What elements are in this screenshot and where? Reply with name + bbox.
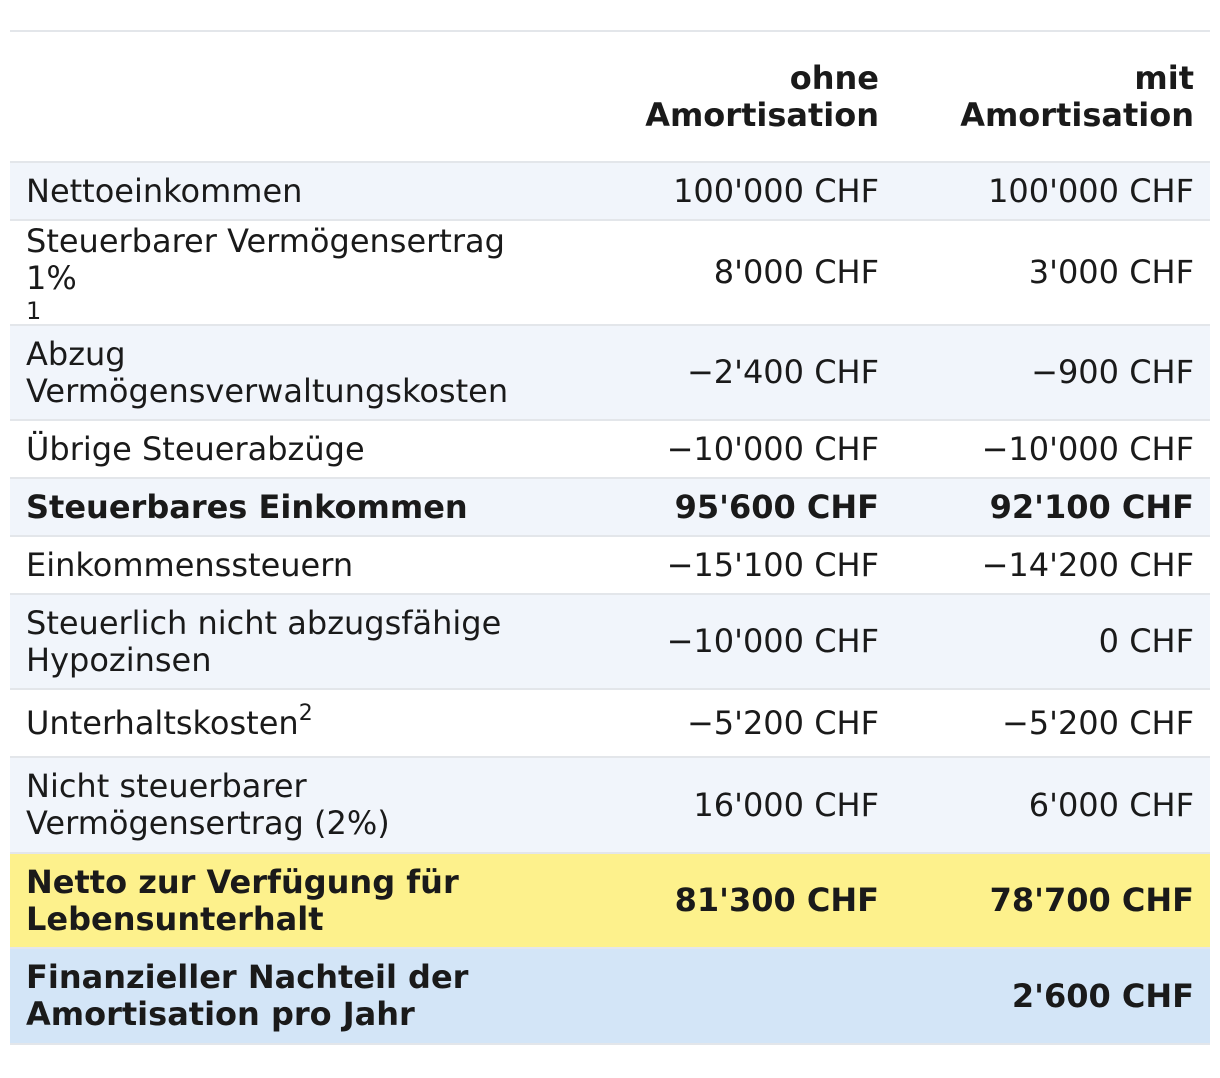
- table-row: [10, 325, 1210, 420]
- table-row-financial-disadvantage: [10, 948, 1210, 1044]
- value-mit: −10'000 CHF: [981, 429, 1194, 468]
- row-label: Netto zur Verfügung für Lebensunterhalt: [26, 862, 459, 938]
- value-mit: −5'200 CHF: [1001, 703, 1194, 742]
- row-label: Nettoeinkommen: [26, 171, 303, 210]
- table-row: [10, 757, 1210, 853]
- header-mit-amortisation: [895, 31, 1210, 162]
- value-mit: −900 CHF: [1031, 353, 1194, 391]
- table-row-net-total: [10, 853, 1210, 948]
- value-ohne: −2'400 CHF: [686, 353, 879, 391]
- table-body: [10, 162, 1210, 1044]
- value-mit: 92'100 CHF: [989, 487, 1194, 526]
- row-label: Einkommenssteuern: [26, 545, 354, 584]
- value-mit: 2'600 CHF: [1011, 976, 1194, 1015]
- row-label: Steuerbares Einkommen: [26, 487, 468, 526]
- header-mit-line1: mit: [1134, 58, 1194, 97]
- header-ohne-line2: Amortisation: [645, 95, 879, 134]
- value-mit: −14'200 CHF: [981, 545, 1194, 584]
- table-row: [10, 689, 1210, 757]
- table-header: [10, 31, 1210, 162]
- amortisation-comparison-table: [10, 30, 1210, 1045]
- table-row: [10, 220, 1210, 325]
- value-ohne: −10'000 CHF: [666, 429, 879, 468]
- row-label: Finanzieller Nachteil der Amortisation pro Jahr: [26, 958, 469, 1033]
- row-label: Übrige Steuerabzüge: [26, 429, 365, 468]
- value-mit: 0 CHF: [1098, 622, 1194, 660]
- row-label-cell: [10, 689, 570, 757]
- row-label: Nicht steuerbarer Vermögensertrag (2%): [26, 767, 390, 842]
- value-ohne: 8'000 CHF: [713, 253, 879, 291]
- value-ohne: 100'000 CHF: [673, 171, 879, 210]
- table-row: [10, 420, 1210, 478]
- value-ohne: −5'200 CHF: [686, 703, 879, 742]
- table-row: [10, 162, 1210, 220]
- row-label: Abzug Vermögensverwaltungskosten: [26, 334, 509, 410]
- table-row: [10, 594, 1210, 689]
- value-ohne: −10'000 CHF: [666, 622, 879, 660]
- table-row: [10, 536, 1210, 594]
- footnote-ref: 1: [26, 296, 42, 325]
- value-ohne: −15'100 CHF: [666, 545, 879, 584]
- value-mit: 100'000 CHF: [988, 171, 1194, 210]
- header-mit-line2: Amortisation: [960, 95, 1194, 134]
- footnote-superscript: 2: [298, 700, 313, 726]
- value-mit: 6'000 CHF: [1028, 785, 1194, 824]
- value-ohne: 81'300 CHF: [674, 881, 879, 919]
- header-ohne-line1: ohne: [789, 58, 879, 97]
- value-mit: 78'700 CHF: [989, 881, 1194, 919]
- value-ohne: [570, 948, 895, 1044]
- value-ohne: 95'600 CHF: [674, 487, 879, 526]
- value-mit: 3'000 CHF: [1028, 253, 1194, 291]
- row-label: Unterhaltskosten: [26, 703, 299, 742]
- comparison-table-wrapper: [10, 30, 1210, 1045]
- header-empty-cell: [10, 31, 570, 162]
- header-row: [10, 31, 1210, 162]
- value-ohne: 16'000 CHF: [693, 785, 879, 824]
- row-label-cell: [10, 220, 570, 325]
- row-label: Steuerbarer Vermögensertrag 1%: [26, 221, 505, 297]
- row-label: Steuerlich nicht abzugsfähige Hypozinsen: [26, 603, 502, 679]
- header-ohne-amortisation: [570, 31, 895, 162]
- table-row-subtotal: [10, 478, 1210, 536]
